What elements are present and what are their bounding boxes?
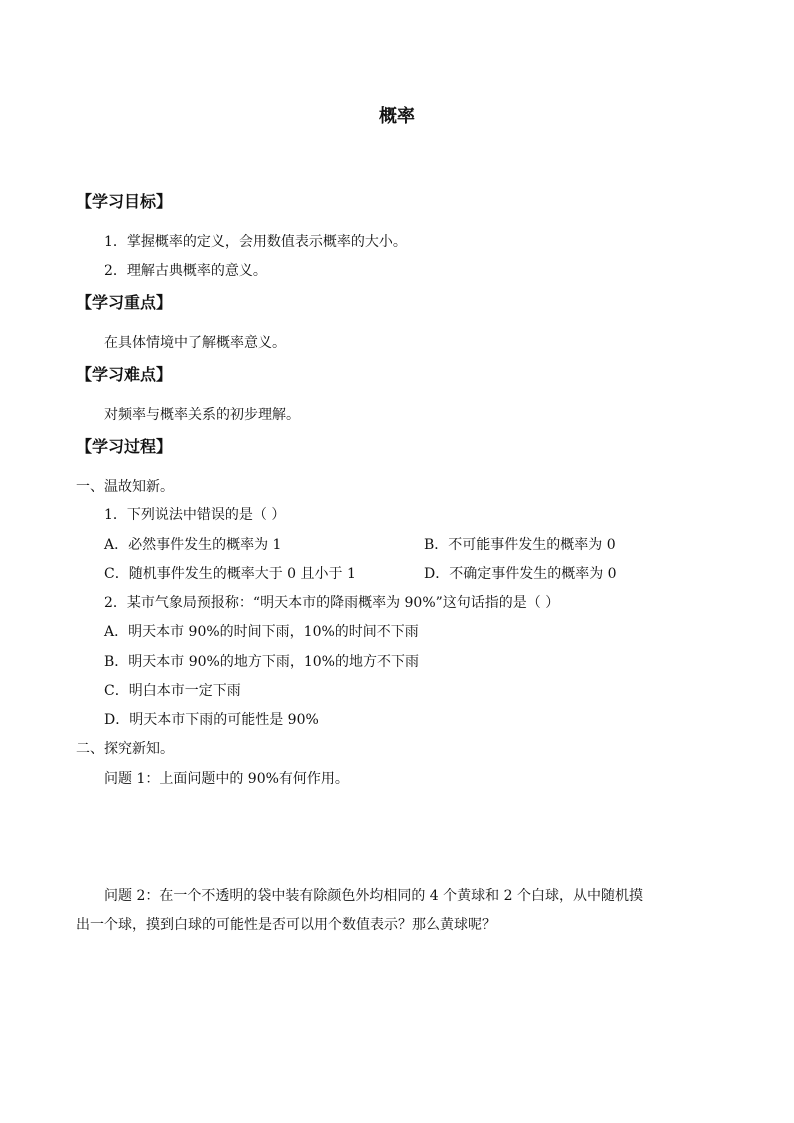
q1-option-d: D．不确定事件发生的概率为 0 — [424, 566, 617, 582]
part1-heading: 一、温故知新。 — [76, 479, 174, 495]
q1-stem: 1．下列说法中错误的是（ ） — [104, 507, 286, 523]
difficulty-text: 对频率与概率关系的初步理解。 — [104, 407, 300, 423]
page-title: 概率 — [379, 106, 415, 127]
goals-heading: 【学习目标】 — [76, 192, 173, 211]
problem-2-line-1: 问题 2：在一个不透明的袋中装有除颜色外均相同的 4 个黄球和 2 个白球，从中随机摸 — [104, 888, 643, 904]
goal-item-1: 1．掌握概率的定义，会用数值表示概率的大小。 — [104, 234, 407, 250]
q2-option-c: C．明白本市一定下雨 — [104, 683, 241, 699]
q2-option-d: D．明天本市下雨的可能性是 90% — [104, 712, 319, 728]
problem-2-line-2: 出一个球，摸到白球的可能性是否可以用个数值表示？那么黄球呢？ — [76, 917, 496, 933]
q2-option-a: A．明天本市 90%的时间下雨，10%的时间不下雨 — [104, 624, 419, 640]
q2-option-b: B．明天本市 90%的地方下雨，10%的地方不下雨 — [104, 654, 419, 670]
goal-item-2: 2．理解古典概率的意义。 — [104, 263, 267, 279]
key-heading: 【学习重点】 — [76, 293, 173, 312]
problem-1: 问题 1：上面问题中的 90%有何作用。 — [104, 771, 349, 787]
q1-option-b: B．不可能事件发生的概率为 0 — [424, 537, 616, 553]
part2-heading: 二、探究新知。 — [76, 741, 174, 757]
process-heading: 【学习过程】 — [76, 437, 173, 456]
difficulty-heading: 【学习难点】 — [76, 365, 173, 384]
q2-stem: 2．某市气象局预报称：“明天本市的降雨概率为 90%”这句话指的是（ ） — [104, 595, 560, 611]
q1-option-c: C．随机事件发生的概率大于 0 且小于 1 — [104, 566, 356, 582]
q1-option-a: A．必然事件发生的概率为 1 — [104, 537, 282, 553]
key-text: 在具体情境中了解概率意义。 — [104, 335, 286, 351]
